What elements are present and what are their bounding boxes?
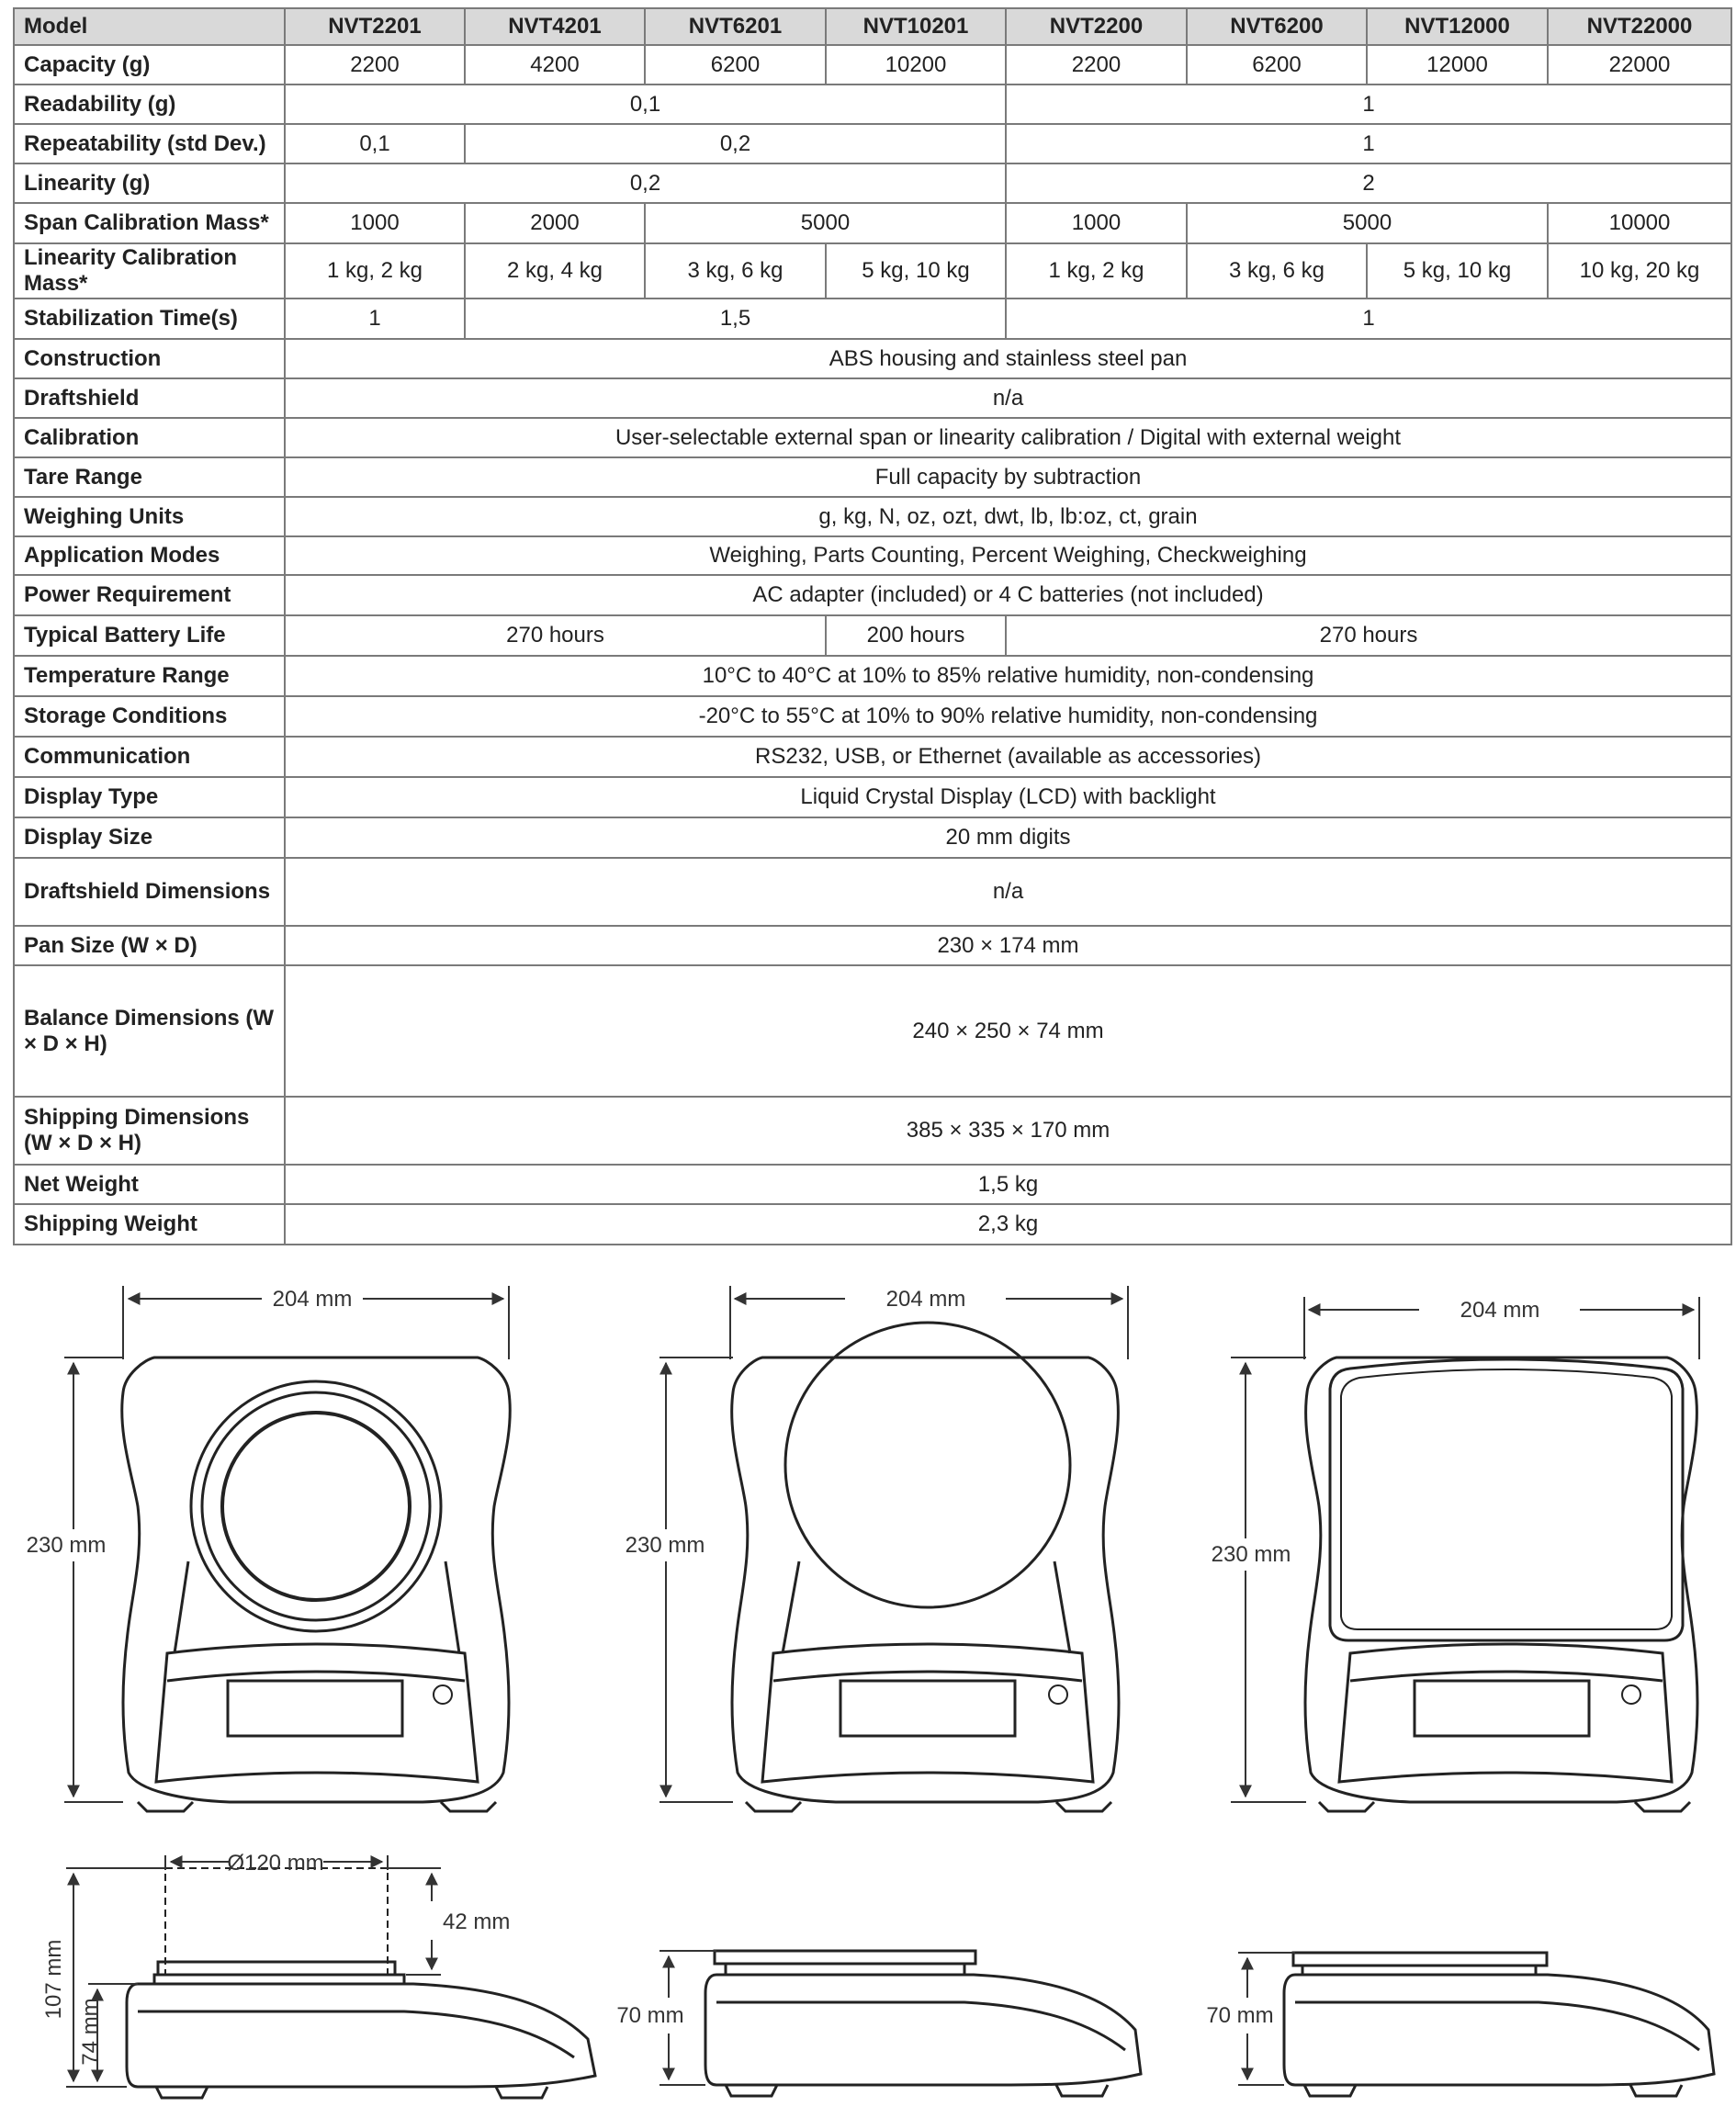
table-cell: AC adapter (included) or 4 C batteries (not included) <box>285 575 1731 615</box>
row-label: Temperature Range <box>14 656 285 696</box>
table-cell: 1,5 <box>465 299 1006 339</box>
row-label: Repeatability (std Dev.) <box>14 124 285 163</box>
row-label: Linearity Calibration Mass* <box>14 243 285 299</box>
table-row <box>14 203 1731 243</box>
row-label: Application Modes <box>14 536 285 575</box>
table-row <box>14 299 1731 339</box>
dimension-drawings <box>0 1267 1736 2118</box>
table-cell: 20 mm digits <box>285 817 1731 858</box>
front-view-draftshield <box>122 1358 511 1811</box>
table-cell: 1 <box>1006 124 1731 163</box>
header-model-nvt22000: NVT22000 <box>1548 8 1731 45</box>
row-label: Readability (g) <box>14 84 285 124</box>
draftshield-height-label: 42 mm <box>443 1910 511 1934</box>
table-row <box>14 418 1731 457</box>
table-cell: 10°C to 40°C at 10% to 85% relative humidity, non-condensing <box>285 656 1731 696</box>
table-cell: User-selectable external span or linearity calibration / Digital with external weight <box>285 418 1731 457</box>
front-view-square-pan <box>1305 1358 1697 1811</box>
row-label: Storage Conditions <box>14 696 285 737</box>
table-cell: 5000 <box>645 203 1006 243</box>
table-cell: 3 kg, 6 kg <box>1187 243 1367 299</box>
header-row <box>14 8 1731 45</box>
table-row <box>14 696 1731 737</box>
table-row <box>14 926 1731 965</box>
table-cell: 0,2 <box>285 163 1006 203</box>
row-label: Typical Battery Life <box>14 615 285 656</box>
table-cell: g, kg, N, oz, ozt, dwt, lb, lb:oz, ct, grain <box>285 497 1731 536</box>
row-label: Power Requirement <box>14 575 285 615</box>
table-cell: Liquid Crystal Display (LCD) with backlight <box>285 777 1731 817</box>
header-model-nvt12000: NVT12000 <box>1367 8 1548 45</box>
row-label: Draftshield Dimensions <box>14 858 285 926</box>
table-cell: 230 × 174 mm <box>285 926 1731 965</box>
table-row <box>14 965 1731 1097</box>
table-cell: 6200 <box>1187 45 1367 84</box>
table-cell: 22000 <box>1548 45 1731 84</box>
table-cell: 2200 <box>1006 45 1187 84</box>
table-cell: 200 hours <box>826 615 1006 656</box>
front-2-width-label: 204 mm <box>885 1287 966 1312</box>
table-cell: 270 hours <box>1006 615 1731 656</box>
table-cell: 0,2 <box>465 124 1006 163</box>
table-cell: RS232, USB, or Ethernet (available as accessories) <box>285 737 1731 777</box>
row-label: Balance Dimensions (W × D × H) <box>14 965 285 1097</box>
row-label: Calibration <box>14 418 285 457</box>
table-row <box>14 84 1731 124</box>
table-cell: 2,3 kg <box>285 1204 1731 1245</box>
table-cell: 6200 <box>645 45 826 84</box>
row-label: Display Size <box>14 817 285 858</box>
pan-diameter-label: Ø120 mm <box>227 1851 324 1876</box>
table-cell: 385 × 335 × 170 mm <box>285 1097 1731 1165</box>
front-3-width-label: 204 mm <box>1460 1298 1540 1323</box>
table-cell: 4200 <box>465 45 645 84</box>
table-cell: Full capacity by subtraction <box>285 457 1731 497</box>
row-label: Draftshield <box>14 378 285 418</box>
side-body-height-label: 74 mm <box>78 1998 103 2066</box>
table-row <box>14 339 1731 378</box>
table-row <box>14 656 1731 696</box>
header-model-nvt2201: NVT2201 <box>285 8 465 45</box>
row-label: Linearity (g) <box>14 163 285 203</box>
table-cell: 10 kg, 20 kg <box>1548 243 1731 299</box>
header-model-nvt4201: NVT4201 <box>465 8 645 45</box>
table-row <box>14 497 1731 536</box>
front-1-height-label: 230 mm <box>26 1533 107 1558</box>
row-label: Span Calibration Mass* <box>14 203 285 243</box>
side-view-draftshield <box>127 1868 595 2098</box>
row-label: Net Weight <box>14 1165 285 1204</box>
table-row <box>14 1204 1731 1245</box>
header-model-nvt2200: NVT2200 <box>1006 8 1187 45</box>
front-view-round-pan <box>732 1323 1119 1811</box>
header-model-nvt10201: NVT10201 <box>826 8 1006 45</box>
table-cell: 1 <box>285 299 465 339</box>
table-row <box>14 575 1731 615</box>
side-view-round-pan <box>705 1951 1141 2096</box>
table-row <box>14 1097 1731 1165</box>
table-row <box>14 858 1731 926</box>
table-cell: 5 kg, 10 kg <box>826 243 1006 299</box>
front-3-height-label: 230 mm <box>1211 1542 1291 1567</box>
table-row <box>14 378 1731 418</box>
table-cell: 2 <box>1006 163 1731 203</box>
row-label: Capacity (g) <box>14 45 285 84</box>
front-view-1-dimensions <box>64 1286 509 1802</box>
table-cell: 1 kg, 2 kg <box>1006 243 1187 299</box>
table-cell: 0,1 <box>285 84 1006 124</box>
row-label: Weighing Units <box>14 497 285 536</box>
table-cell: 240 × 250 × 74 mm <box>285 965 1731 1097</box>
side-total-height-label: 107 mm <box>41 1939 66 2020</box>
table-cell: 2200 <box>285 45 465 84</box>
table-cell: n/a <box>285 378 1731 418</box>
table-row <box>14 536 1731 575</box>
table-cell: -20°C to 55°C at 10% to 90% relative humidity, non-condensing <box>285 696 1731 737</box>
table-cell: ABS housing and stainless steel pan <box>285 339 1731 378</box>
table-row <box>14 243 1731 299</box>
row-label: Display Type <box>14 777 285 817</box>
table-cell: 12000 <box>1367 45 1548 84</box>
table-row <box>14 777 1731 817</box>
side-view-1-dimensions <box>66 1855 441 2087</box>
table-cell: 2 kg, 4 kg <box>465 243 645 299</box>
table-row <box>14 457 1731 497</box>
table-cell: 2000 <box>465 203 645 243</box>
table-row <box>14 1165 1731 1204</box>
header-model-nvt6200: NVT6200 <box>1187 8 1367 45</box>
front-view-2-dimensions <box>659 1286 1128 1802</box>
table-cell: 1,5 kg <box>285 1165 1731 1204</box>
table-cell: 10000 <box>1548 203 1731 243</box>
row-label: Shipping Weight <box>14 1204 285 1245</box>
table-cell: 1000 <box>1006 203 1187 243</box>
header-model-label: Model <box>14 8 285 45</box>
table-row <box>14 163 1731 203</box>
table-cell: 1 <box>1006 84 1731 124</box>
front-view-3-dimensions <box>1231 1297 1699 1802</box>
table-row <box>14 124 1731 163</box>
table-cell: 1000 <box>285 203 465 243</box>
side-2-height-label: 70 mm <box>616 2003 684 2028</box>
row-label: Stabilization Time(s) <box>14 299 285 339</box>
row-label: Construction <box>14 339 285 378</box>
table-cell: 5000 <box>1187 203 1548 243</box>
table-cell: 270 hours <box>285 615 826 656</box>
table-row <box>14 45 1731 84</box>
table-cell: 5 kg, 10 kg <box>1367 243 1548 299</box>
table-cell: 0,1 <box>285 124 465 163</box>
table-cell: n/a <box>285 858 1731 926</box>
row-label: Communication <box>14 737 285 777</box>
row-label: Tare Range <box>14 457 285 497</box>
spec-table <box>13 7 1732 1245</box>
table-row <box>14 615 1731 656</box>
front-1-width-label: 204 mm <box>272 1287 353 1312</box>
side-3-height-label: 70 mm <box>1206 2003 1274 2028</box>
front-2-height-label: 230 mm <box>625 1533 705 1558</box>
table-cell: 10200 <box>826 45 1006 84</box>
header-model-nvt6201: NVT6201 <box>645 8 826 45</box>
row-label: Pan Size (W × D) <box>14 926 285 965</box>
table-cell: Weighing, Parts Counting, Percent Weighing, Checkweighing <box>285 536 1731 575</box>
table-row <box>14 817 1731 858</box>
table-row <box>14 737 1731 777</box>
row-label: Shipping Dimensions (W × D × H) <box>14 1097 285 1165</box>
table-cell: 3 kg, 6 kg <box>645 243 826 299</box>
side-view-square-pan <box>1284 1953 1714 2096</box>
table-cell: 1 <box>1006 299 1731 339</box>
table-cell: 1 kg, 2 kg <box>285 243 465 299</box>
